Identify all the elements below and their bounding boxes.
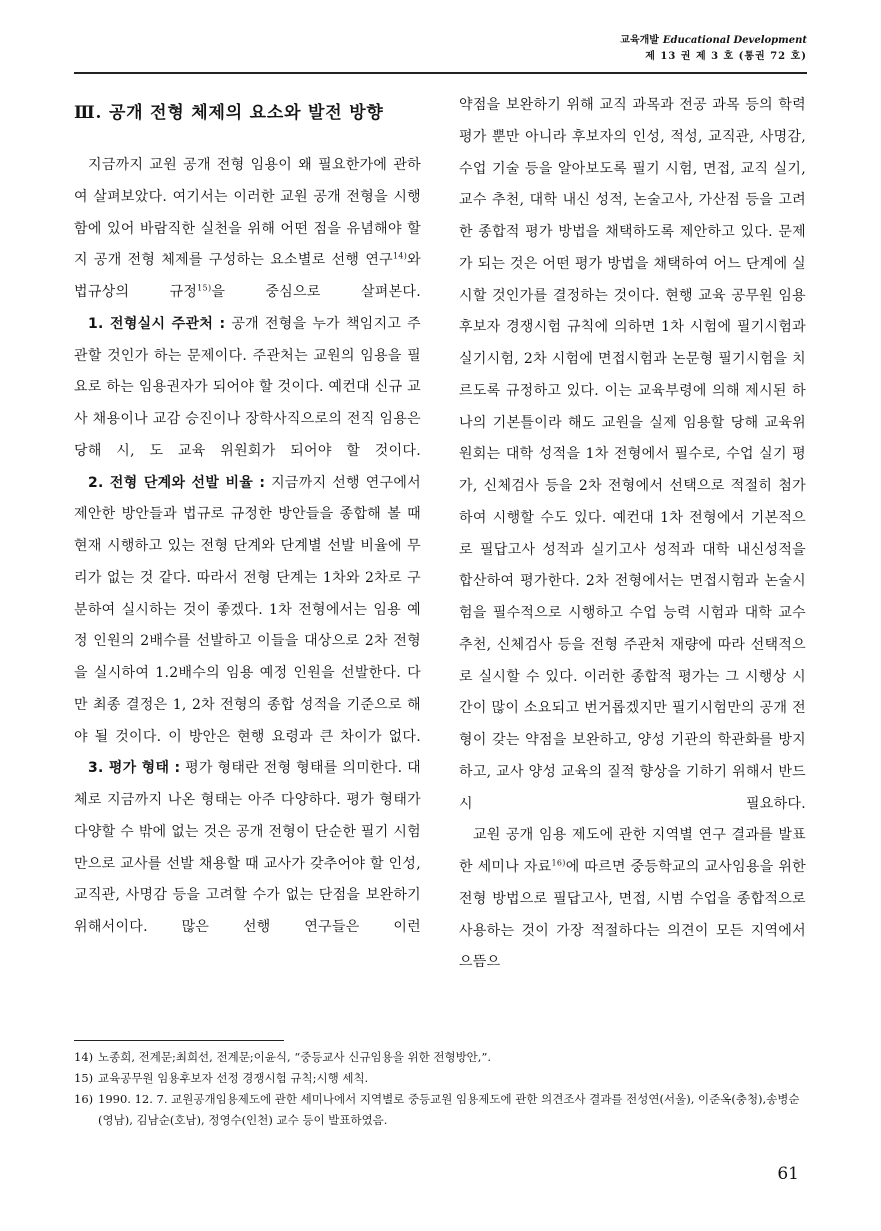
footnote-14 xyxy=(74,1047,807,1068)
item-2-heading: 2. 전형 단계와 선발 비율 : xyxy=(88,474,266,491)
item-3-paragraph xyxy=(74,753,421,944)
journal-title-en: Educational Development xyxy=(662,35,807,46)
right-paragraph-1: 약점을 보완하기 위해 교직 과목과 전공 과목 등의 학력 평가 뿐만 아니라 후보자의 인성, 적성, 교직관, 사명감, 수업 기술 등을 알아보도록 필기 시험, 면접, 교직 실기, 교수 추천, 대학 내신 성적, 논술고사, 가산점 등을 고려한 종합적 평가 방법을 채택하도록 제안하고 있다. 문제가 되는 것은 어떤 평가 방법을 채택하여 어느 단계에 실시할 것인가를 결정하는 것이다. 현행 교육 공무원 임용 후보자 경쟁시험 규칙에 의하면 1차 시험에 필기시험과 실기시험, 2차 시험에 면접시험과 논문형 필기시험을 치르도록 규정하고 있다. 이는 교육부령에 의해 제시된 하나의 기본틀이라 해도 교원을 실제 임용할 당해 교육위원회는 대학 성적을 1차 전형에서 필수로, 수업 실기 평가, 신체검사 등을 2차 전형에서 선택으로 적절히 첨가하여 시행할 수도 있다. 예컨대 1차 전형에서 기본적으로 필답고사 성적과 실기고사 성적과 대학 내신성적을 합산하여 평가한다. 2차 전형에서는 면접시험과 논술시험을 필수적으로 시행하고 수업 능력 시험과 대학 교수 추천, 신체검사 등을 전형 주관처 재량에 따라 선택적으로 실시할 수 있다. 이러한 종합적 평가는 그 시행상 시간이 많이 소요되고 번거롭겠지만 필기시험만의 공개 전형이 갖는 약점을 보완하고, 양성 기관의 학관화를 방지하고, 교사 양성 교육의 질적 향상을 기하기 위해서 반드시 필요하다. xyxy=(459,97,806,812)
intro-text: 지금까지 교원 공개 전형 임용이 왜 필요한가에 관하여 살펴보았다. 여기서는 이러한 교원 공개 전형을 시행함에 있어 바람직한 실천을 위해 어떤 점을 유념해야 할 지 공개 전형 체제를 구성하는 요소별로 선행 연구 xyxy=(74,157,421,269)
journal-title-ko: 교육개발 xyxy=(620,35,659,46)
right-column xyxy=(459,90,806,979)
item-1-text: 공개 전형을 누가 책임지고 주관할 것인가 하는 문제이다. 주관처는 교원의 임용을 필요로 하는 임용권자가 되어야 할 것이다. 예컨대 신규 교사 채용이나 교감 승진이나 장학사직으로의 전직 임용은 당해 시, 도 교육 위원회가 되어야 할 것이다. xyxy=(74,315,421,459)
footnote-ref-14: 14) xyxy=(392,251,408,261)
intro-text-end: 을 중심으로 살펴본다. xyxy=(211,284,421,300)
footnote-text: 1990. 12. 7. 교원공개임용제도에 관한 세미나에서 지역별로 중등교원 임용제도에 관한 의견조사 결과를 전성연(서울), 이준옥(충청),송병순(영남), 김남순(호남), 정영수(인천) 교수 등이 발표하였음. xyxy=(98,1092,800,1127)
footnote-ref-15: 15) xyxy=(197,283,212,293)
item-1-heading: 1. 전형실시 주관처 : xyxy=(88,315,226,332)
para-2-text: 교원 공개 임용 제도에 관한 지역별 연구 결과를 발표한 세미나 자료 xyxy=(459,827,806,875)
item-1-paragraph xyxy=(74,309,421,468)
item-2-text: 지금까지 선행 연구에서 제안한 방안들과 법규로 규정한 방안들을 종합해 볼 때 현재 시행하고 있는 전형 단계와 단계별 선발 비율에 무리가 없는 것 같다. 따라서 전형 단계는 1차와 2차로 구분하여 실시하는 것이 좋겠다. 1차 전형에서는 임용 예정 인원의 2배수를 선발하고 이들을 대상으로 2차 전형을 실시하여 1.2배수의 임용 예정 인원을 선발한다. 다만 최종 결정은 1, 2차 전형의 종합 성적을 기준으로 해야 될 것이다. 이 방안은 현행 요령과 큰 차이가 없다. xyxy=(74,474,422,745)
right-paragraph-2 xyxy=(459,820,806,979)
footnote-ref-16: 16) xyxy=(551,858,566,868)
running-header xyxy=(620,33,807,65)
footnote-text: 교육공무원 임용후보자 선정 경쟁시험 규칙;시행 세칙. xyxy=(98,1071,369,1085)
footnote-16 xyxy=(74,1089,807,1131)
footnote-number: 16) xyxy=(74,1092,94,1106)
header-journal-line xyxy=(620,33,807,49)
left-column xyxy=(74,90,421,944)
intro-text-mid: 와 법규상의 규정 xyxy=(74,252,421,300)
section-title xyxy=(74,97,421,129)
footnote-15 xyxy=(74,1068,807,1089)
page-number: 61 xyxy=(777,1164,799,1184)
item-2-paragraph xyxy=(74,468,421,754)
section-title-text: 공개 전형 체제의 요소와 발전 방향 xyxy=(108,103,384,123)
para-2-text-end: 에 따르면 중등학교의 교사임용을 위한 전형 방법으로 필답고사, 면접, 시범 수업을 종합적으로 사용하는 것이 가장 적절하다는 의견이 모든 지역에서 으뜸으 xyxy=(459,859,806,971)
item-3-heading: 3. 평가 형태 : xyxy=(88,760,181,777)
footnote-text: 노종희, 전계문;최희선, 전계문;이윤식, “중등교사 신규임용을 위한 전형방안,”. xyxy=(98,1050,491,1064)
issue-info: 제 13 권 제 3 호 (통권 72 호) xyxy=(645,51,807,62)
header-rule xyxy=(74,72,807,74)
section-numeral: Ⅲ. xyxy=(74,103,103,123)
footnote-number: 14) xyxy=(74,1050,94,1064)
item-3-text: 평가 형태란 전형 형태를 의미한다. 대체로 지금까지 나온 형태는 아주 다양하다. 평가 형태가 다양할 수 밖에 없는 것은 공개 전형이 단순한 필기 시험만으로 교사를 선발 채용할 때 교사가 갖추어야 할 인성, 교직관, 사명감 등을 고려할 수가 없는 단점을 보완하기 위해서이다. 많은 선행 연구들은 이런 xyxy=(74,760,422,935)
footnote-number: 15) xyxy=(74,1071,94,1085)
intro-paragraph xyxy=(74,150,421,309)
footnotes xyxy=(74,1047,807,1131)
footnote-rule xyxy=(74,1040,284,1041)
